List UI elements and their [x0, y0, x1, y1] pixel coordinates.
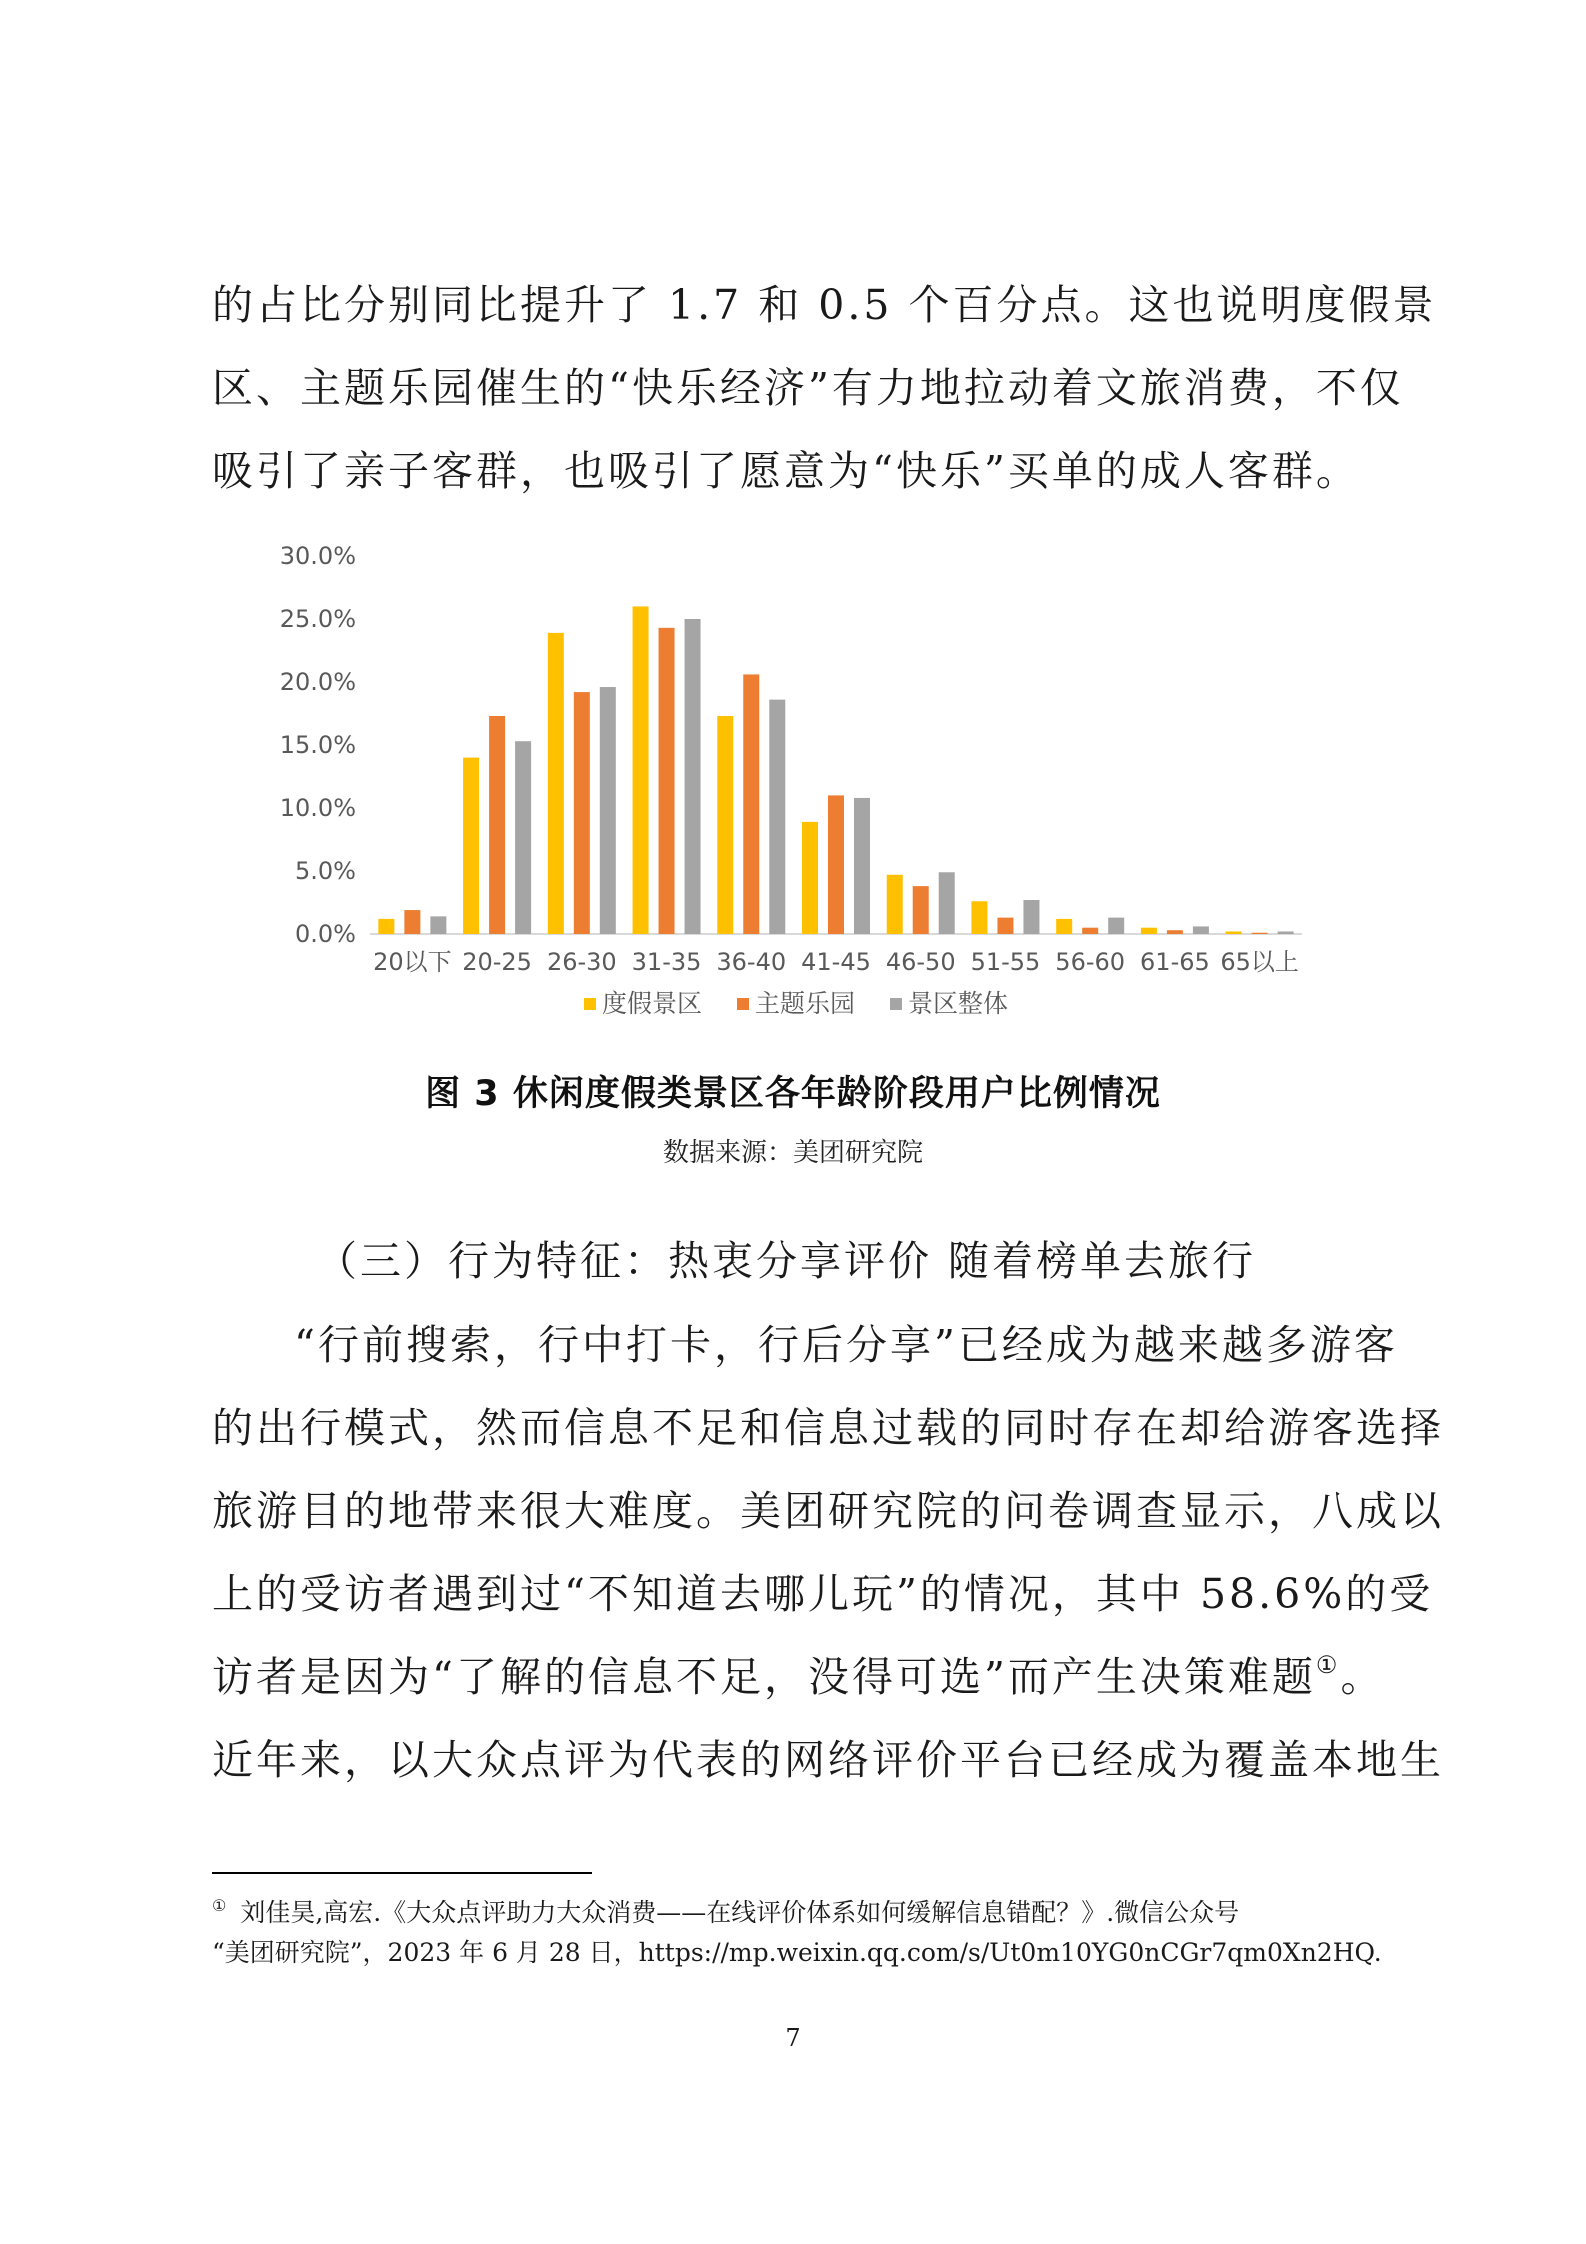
bar-51-55-主题乐园 [997, 918, 1013, 934]
bar-51-55-景区整体 [1023, 900, 1039, 934]
paragraph-line: 的占比分别同比提升了 1.7 和 0.5 个百分点。这也说明度假景 [212, 281, 1437, 329]
x-axis-tick-label: 20以下 [373, 948, 452, 976]
bar-36-40-景区整体 [769, 700, 785, 934]
footnote-mark: ① [212, 1896, 227, 1915]
x-axis-tick-label: 41-45 [801, 948, 871, 976]
bar-26-30-主题乐园 [574, 692, 590, 934]
footnote-reference[interactable]: ① [1315, 1651, 1341, 1679]
paragraph-text: 。 [1340, 1653, 1385, 1701]
bar-61-65-度假景区 [1141, 928, 1157, 934]
bar-20-25-景区整体 [515, 741, 531, 934]
bar-56-60-景区整体 [1108, 918, 1124, 934]
bar-65以上-景区整体 [1278, 931, 1294, 934]
bar-20以下-景区整体 [430, 916, 446, 934]
x-axis-tick-label: 36-40 [716, 948, 787, 976]
legend-swatch [584, 998, 596, 1010]
body-paragraph [212, 1304, 1444, 1802]
y-axis-tick-label: 15.0% [279, 731, 356, 759]
y-axis-tick-label: 25.0% [279, 605, 356, 633]
page-number: 7 [785, 2024, 801, 2052]
y-axis-tick-label: 0.0% [295, 920, 356, 948]
x-axis-tick-label: 26-30 [546, 948, 617, 976]
legend-label: 度假景区 [602, 989, 703, 1018]
section-heading: （三）行为特征：热衷分享评价 随着榜单去旅行 [316, 1237, 1257, 1285]
x-axis-tick-label: 46-50 [885, 948, 956, 976]
legend-swatch [890, 998, 902, 1010]
paragraph-text: 访者是因为“了解的信息不足，没得可选”而产生决策难题 [212, 1653, 1316, 1701]
y-axis-tick-label: 5.0% [295, 857, 356, 885]
bar-61-65-景区整体 [1193, 926, 1209, 934]
paragraph-line: 上的受访者遇到过“不知道去哪儿玩”的情况，其中 58.6%的受 [212, 1570, 1434, 1618]
bar-41-45-景区整体 [854, 798, 870, 934]
y-axis-tick-label: 20.0% [279, 668, 356, 696]
footnote-text: 刘佳昊,高宏.《大众点评助力大众消费——在线评价体系如何缓解信息错配？》.微信公众号 [240, 1898, 1240, 1927]
bar-46-50-主题乐园 [913, 886, 929, 934]
figure-caption: 图 3 休闲度假类景区各年龄阶段用户比例情况 [425, 1074, 1161, 1114]
paragraph-line: “行前搜索，行中打卡，行后分享”已经成为越来越多游客 [294, 1321, 1398, 1369]
bar-46-50-度假景区 [887, 875, 903, 934]
legend-label: 景区整体 [908, 989, 1009, 1018]
bar-41-45-度假景区 [802, 822, 818, 934]
paragraph-line: 旅游目的地带来很大难度。美团研究院的问卷调查显示，八成以 [212, 1487, 1444, 1535]
bar-56-60-度假景区 [1056, 919, 1072, 934]
y-axis-tick-label: 30.0% [279, 542, 356, 570]
bar-20-25-度假景区 [463, 758, 479, 934]
bar-20以下-度假景区 [378, 919, 394, 934]
bar-26-30-度假景区 [548, 633, 564, 934]
y-axis-tick-label: 10.0% [279, 794, 356, 822]
footnote-line [212, 1886, 1382, 1933]
bar-20-25-主题乐园 [489, 716, 505, 934]
bar-20以下-主题乐园 [404, 910, 420, 934]
bar-56-60-主题乐园 [1082, 928, 1098, 934]
bar-26-30-景区整体 [600, 687, 616, 934]
legend-swatch [737, 998, 749, 1010]
legend-label: 主题乐园 [755, 989, 856, 1018]
paragraph-line: 的出行模式，然而信息不足和信息过载的同时存在却给游客选择 [212, 1404, 1444, 1452]
intro-paragraph [212, 264, 1437, 513]
bar-61-65-主题乐园 [1167, 930, 1183, 934]
x-axis-tick-label: 56-60 [1055, 948, 1126, 976]
footnote-line: “美团研究院”，2023 年 6 月 28 日，https://mp.weixin.qq.com/s/Ut0m10YG0nCGr7qm0Xn2HQ. [212, 1938, 1382, 1967]
x-axis-tick-label: 31-35 [631, 948, 702, 976]
x-axis-tick-label: 51-55 [970, 948, 1041, 976]
paragraph-line: 近年来，以大众点评为代表的网络评价平台已经成为覆盖本地生 [212, 1736, 1444, 1784]
paragraph-line: 吸引了亲子客群，也吸引了愿意为“快乐”买单的成人客群。 [212, 447, 1360, 495]
bar-65以上-主题乐园 [1252, 933, 1268, 934]
bar-41-45-主题乐园 [828, 795, 844, 934]
footnote [212, 1886, 1382, 1973]
bar-31-35-主题乐园 [659, 628, 675, 934]
bar-31-35-度假景区 [633, 606, 649, 934]
footnote-divider [212, 1872, 592, 1874]
x-axis-tick-label: 65以上 [1220, 948, 1299, 976]
paragraph-line: 区、主题乐园催生的“快乐经济”有力地拉动着文旅消费，不仅 [212, 364, 1404, 412]
figure-source: 数据来源：美团研究院 [662, 1138, 923, 1168]
paragraph-line [212, 1636, 1385, 1719]
bar-36-40-度假景区 [717, 716, 733, 934]
bar-46-50-景区整体 [939, 872, 955, 934]
bar-51-55-度假景区 [971, 901, 987, 934]
bar-31-35-景区整体 [685, 619, 701, 934]
x-axis-tick-label: 61-65 [1140, 948, 1210, 976]
bar-36-40-主题乐园 [743, 674, 759, 934]
bar-65以上-度假景区 [1226, 931, 1242, 934]
x-axis-tick-label: 20-25 [462, 948, 532, 976]
age-distribution-bar-chart [262, 522, 1322, 1042]
